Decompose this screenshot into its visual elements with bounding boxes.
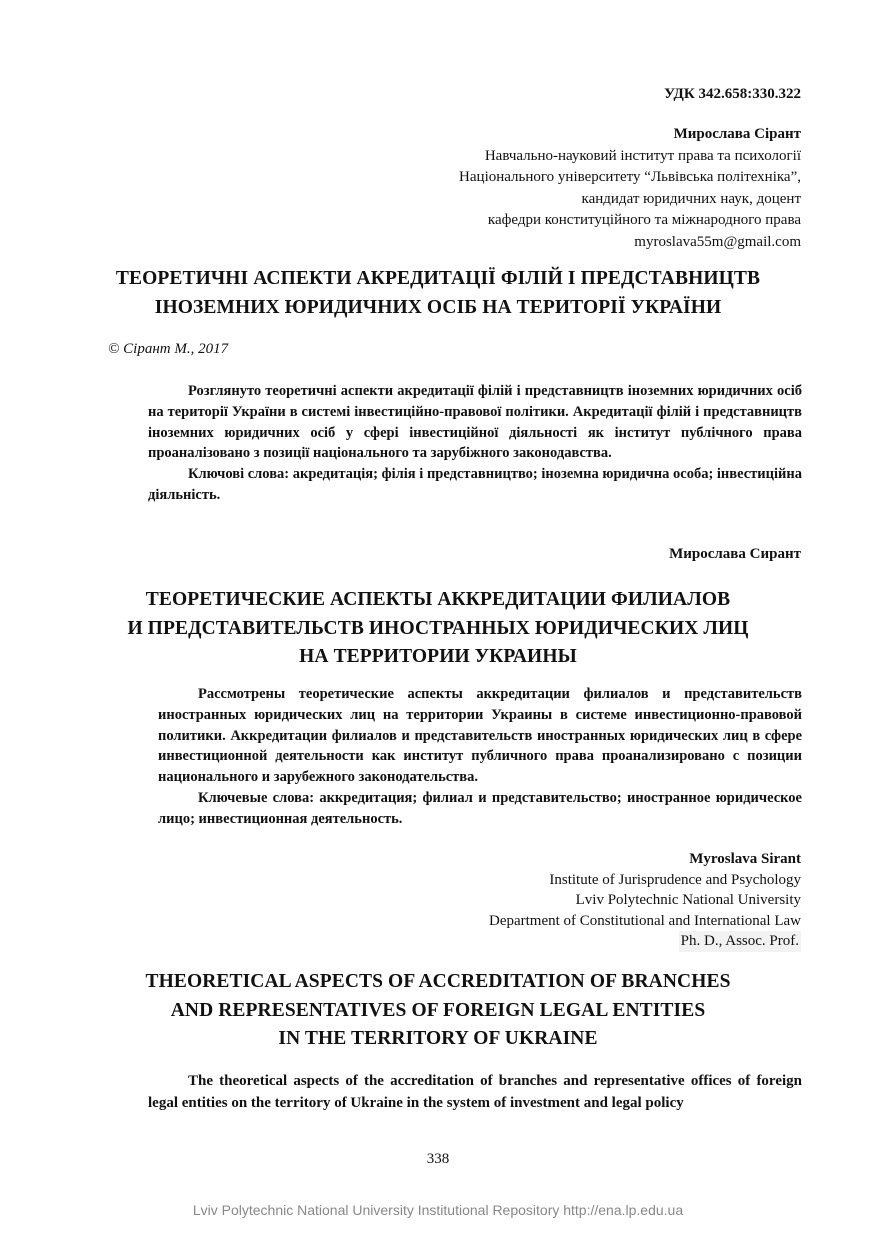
title-line: ТЕОРЕТИЧНІ АСПЕКТИ АКРЕДИТАЦІЇ ФІЛІЙ І ПРЕДСТАВНИЦТВ — [115, 268, 761, 289]
title-line: НА ТЕРРИТОРИИ УКРАИНЫ — [299, 646, 577, 667]
title-line: ТЕОРЕТИЧЕСКИЕ АСПЕКТЫ АККРЕДИТАЦИИ ФИЛИАЛОВ — [145, 589, 731, 610]
copyright: © Сірант М., 2017 — [108, 341, 229, 357]
affiliation-line: кандидат юридичних наук, доцент — [581, 190, 801, 207]
page-number: 338 — [426, 1151, 450, 1167]
affiliation-line: кафедри конституційного та міжнародного права — [487, 212, 801, 228]
author-name-ua: Мирослава Сірант — [673, 126, 801, 142]
abstract-text-en: The theoretical aspects of the accreditation of branches and representative offices of foreign legal entities on the territory of Ukraine in the system of investment and legal policy — [148, 1073, 802, 1111]
abstract-ua — [148, 381, 802, 506]
keywords-ua: Ключові слова: акредитація; філія і представництво; іноземна юридична особа; інвестиційна діяльність. — [148, 466, 802, 503]
author-name-ru: Мирослава Сирант — [669, 546, 801, 562]
author-affiliation-en — [489, 849, 801, 952]
title-line: И ПРЕДСТАВИТЕЛЬСТВ ИНОСТРАННЫХ ЮРИДИЧЕСКИХ ЛИЦ — [127, 617, 749, 639]
author-email[interactable]: myroslava55m@gmail.com — [634, 233, 801, 250]
title-line: ІНОЗЕМНИХ ЮРИДИЧНИХ ОСІБ НА ТЕРИТОРІЇ УКРАЇНИ — [154, 296, 722, 318]
repository-footer[interactable]: Lviv Polytechnic National University Institutional Repository http://ena.lp.edu.ua — [192, 1202, 684, 1218]
affiliation-line: Навчально-науковий інститут права та психології — [484, 147, 801, 164]
title-ru — [60, 586, 816, 672]
affiliation-line: Department of Constitutional and International Law — [489, 912, 801, 929]
author-degree-en: Ph. D., Assoc. Prof. — [679, 931, 801, 952]
author-name-en: Myroslava Sirant — [689, 851, 801, 867]
keywords-ru: Ключевые слова: аккредитация; филиал и представительство; иностранное юридическое лицо; инвестиционная деятельность. — [158, 789, 802, 827]
udk-code: УДК 342.658:330.322 — [664, 86, 801, 102]
affiliation-line: Institute of Jurisprudence and Psychology — [549, 871, 801, 888]
affiliation-line: Lviv Polytechnic National University — [575, 892, 801, 908]
title-line: THEORETICAL ASPECTS OF ACCREDITATION OF BRANCHES — [145, 971, 731, 992]
abstract-text-ru: Рассмотрены теоретические аспекты аккредитации филиалов и представительств иностранных юридических лиц на территории Украины в системе инвестиционно-правовой политики. Аккредитации филиалов и представительств иностранных юридических лиц в сфере инвестиционной деятельности как институт публичного права проанализировано с позиции национального и зарубежного законодательства. — [158, 686, 802, 786]
author-affiliation-ua — [459, 124, 801, 253]
affiliation-line: Національного університету “Львівська політехніка”, — [459, 169, 801, 185]
title-line: IN THE TERRITORY OF UKRAINE — [278, 1028, 598, 1049]
title-line: AND REPRESENTATIVES OF FOREIGN LEGAL ENTITIES — [170, 999, 706, 1021]
title-en — [60, 968, 816, 1054]
abstract-text-ua: Розглянуто теоретичні аспекти акредитації філій і представництв іноземних юридичних осіб на території України в системі інвестиційно-правової політики. Акредитації філій і представництв іноземних юридичних осіб у сфері інвестиційної діяльності як інститут публічного права проаналізовано з позиції національного та зарубіжного законодавства. — [148, 383, 802, 462]
abstract-en — [148, 1071, 802, 1114]
abstract-ru — [158, 684, 802, 830]
title-ua — [60, 265, 816, 322]
